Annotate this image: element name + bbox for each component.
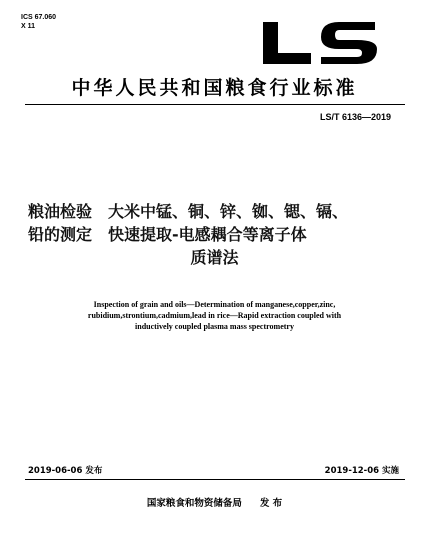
english-title-line: Inspection of grain and oils—Determination of manganese,copper,zinc, [93, 300, 336, 309]
document-title-line: 粮油检验 大米中锰、铜、锌、铷、锶、镉、 [28, 202, 349, 221]
publisher-name: 国家粮食和物资储备局 [146, 498, 242, 509]
standard-title: 中华人民共和国粮食行业标准 [71, 77, 358, 99]
english-title-line: inductively coupled plasma mass spectrometry [135, 322, 294, 331]
english-title [20, 299, 409, 332]
top-divider [25, 104, 405, 105]
classification-codes [21, 13, 56, 31]
implementation-date: 2019-12-06 实施 [324, 466, 399, 476]
ccs-code: X 11 [21, 23, 36, 30]
document-title-line: 质谱法 [190, 248, 239, 267]
issue-date: 2019-06-06 发布 [28, 466, 103, 476]
standard-number: LS/T 6136—2019 [319, 112, 391, 122]
english-title-line: rubidium,strontium,cadmium,lead in rice—Rapid extraction coupled with [87, 311, 342, 320]
ls-logo [263, 22, 377, 64]
document-title-line: 铅的测定 快速提取-电感耦合等离子体 [28, 225, 307, 244]
ics-code: ICS 67.060 [21, 14, 57, 21]
bottom-divider [25, 479, 405, 480]
publisher-action: 发 布 [259, 498, 283, 509]
publisher [0, 495, 429, 509]
document-title [28, 200, 401, 269]
